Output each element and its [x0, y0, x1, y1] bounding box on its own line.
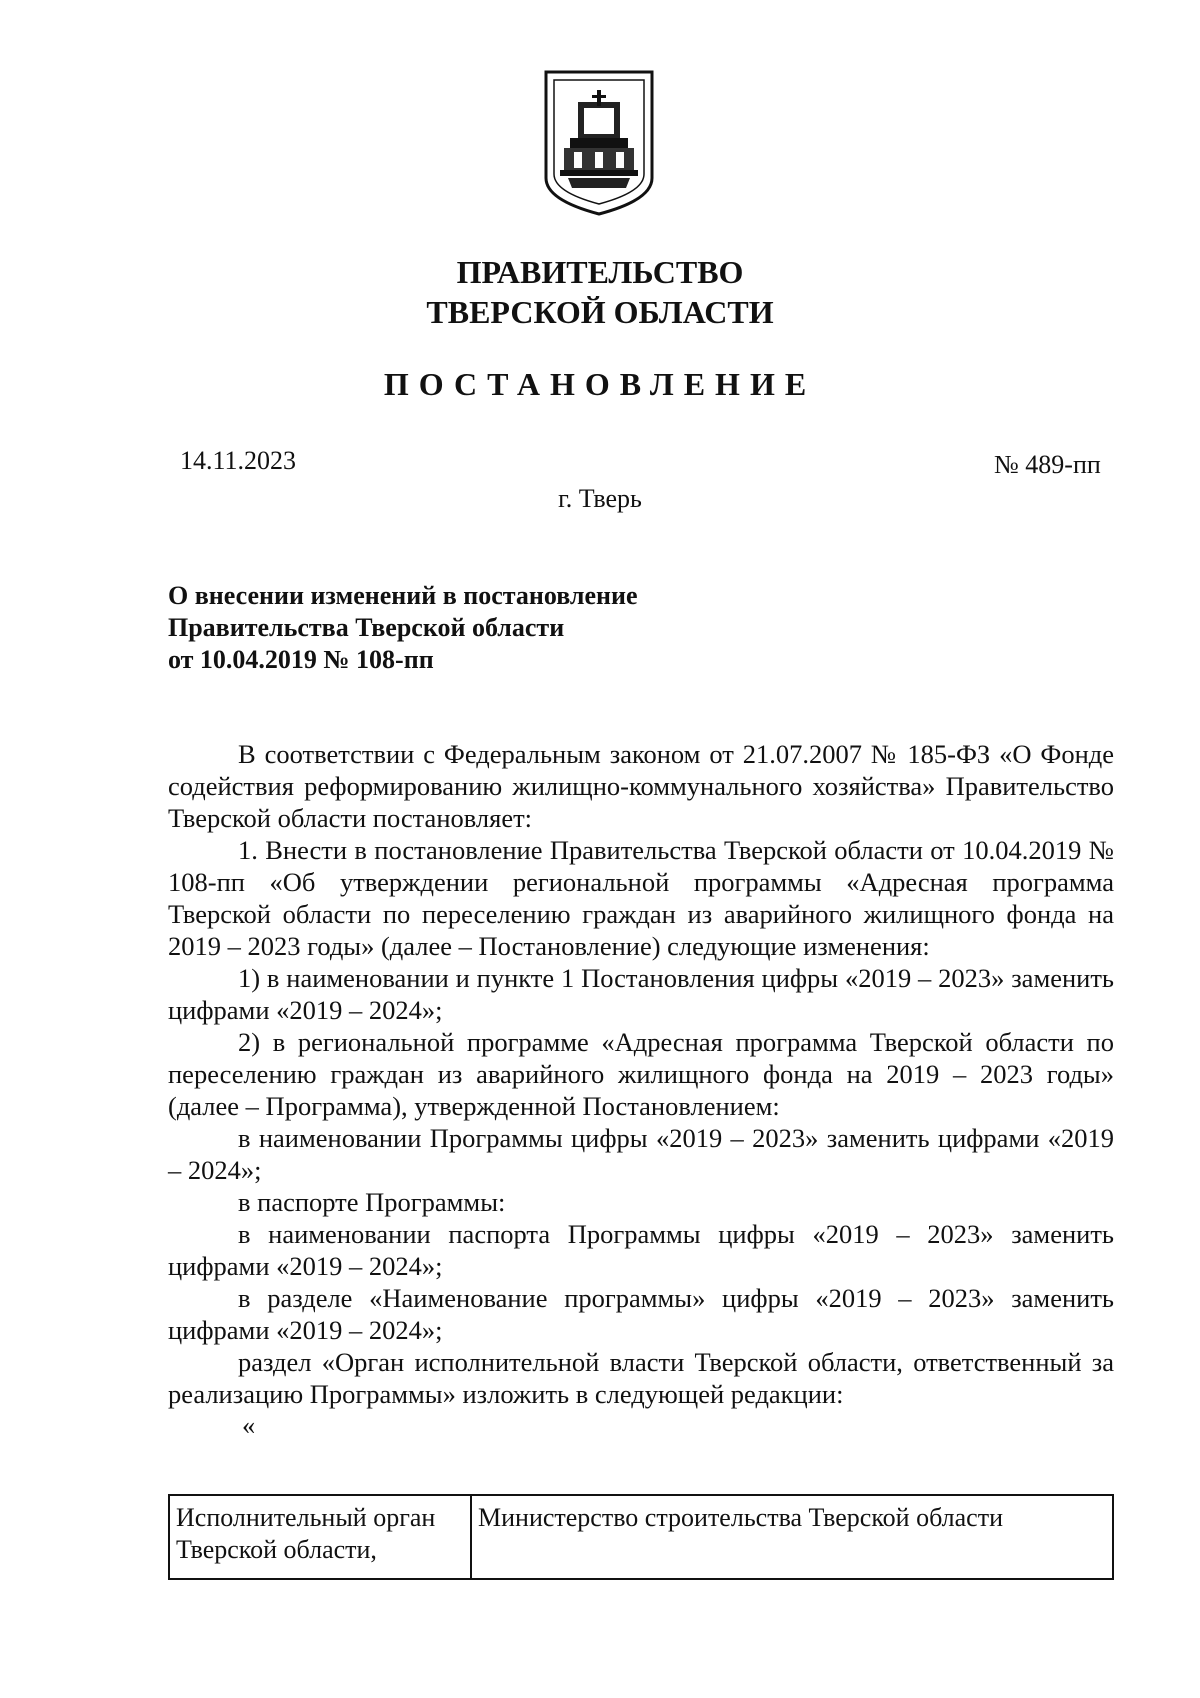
paragraph-subitem-1: 1) в наименовании и пункте 1 Постановления цифры «2019 – 2023» заменить цифрами «2019 – 2024»; [168, 963, 1114, 1025]
paragraph-section-name: в разделе «Наименование программы» цифры «2019 – 2023» заменить цифрами «2019 – 2024»; [168, 1283, 1114, 1345]
paragraph-section-authority: раздел «Орган исполнительной власти Тверской области, ответственный за реализацию Программы» изложить в следующей редакции: [168, 1347, 1114, 1409]
government-line-2: ТВЕРСКОЙ ОБЛАСТИ [426, 294, 774, 330]
government-line-1: ПРАВИТЕЛЬСТВО [456, 254, 744, 290]
document-body [168, 738, 1114, 1440]
table-cell-label: Исполнительный орган Тверской области, [169, 1495, 471, 1579]
table-row [169, 1495, 1113, 1579]
opening-quote-mark: « [242, 1410, 256, 1440]
table-cell-value: Министерство строительства Тверской области [471, 1495, 1113, 1579]
subject-line-2: Правительства Тверской области [168, 613, 565, 642]
document-date: 14.11.2023 [180, 446, 297, 475]
paragraph-preamble: В соответствии с Федеральным законом от 21.07.2007 № 185-ФЗ «О Фонде содействия реформированию жилищно-коммунального хозяйства» Правительство Тверской области постановляет: [168, 739, 1114, 833]
program-passport-table [168, 1494, 1114, 1580]
paragraph-item-1: 1. Внести в постановление Правительства Тверской области от 10.04.2019 № 108-пп «Об утверждении региональной программы «Адресная программа Тверской области по переселению граждан из аварийного жилищного фонда на 2019 – 2023 годы» (далее – Постановление) следующие изменения: [168, 835, 1114, 961]
paragraph-passport-name: в наименовании паспорта Программы цифры «2019 – 2023» заменить цифрами «2019 – 2024»; [168, 1219, 1114, 1281]
document-city: г. Тверь [558, 484, 642, 513]
document-type-title: ПОСТАНОВЛЕНИЕ [383, 366, 817, 402]
paragraph-passport: в паспорте Программы: [238, 1187, 506, 1217]
subject-line-3: от 10.04.2019 № 108-пп [168, 645, 434, 674]
coat-of-arms-emblem [540, 68, 658, 218]
document-subject [168, 580, 638, 676]
subject-line-1: О внесении изменений в постановление [168, 581, 638, 610]
government-name [0, 252, 1200, 332]
document-number: № 489-пп [994, 450, 1101, 479]
paragraph-program-name: в наименовании Программы цифры «2019 – 2023» заменить цифрами «2019 – 2024»; [168, 1123, 1114, 1185]
paragraph-subitem-2: 2) в региональной программе «Адресная программа Тверской области по переселению граждан из аварийного жилищного фонда на 2019 – 2023 годы» (далее – Программа), утвержденной Постановлением: [168, 1027, 1114, 1121]
